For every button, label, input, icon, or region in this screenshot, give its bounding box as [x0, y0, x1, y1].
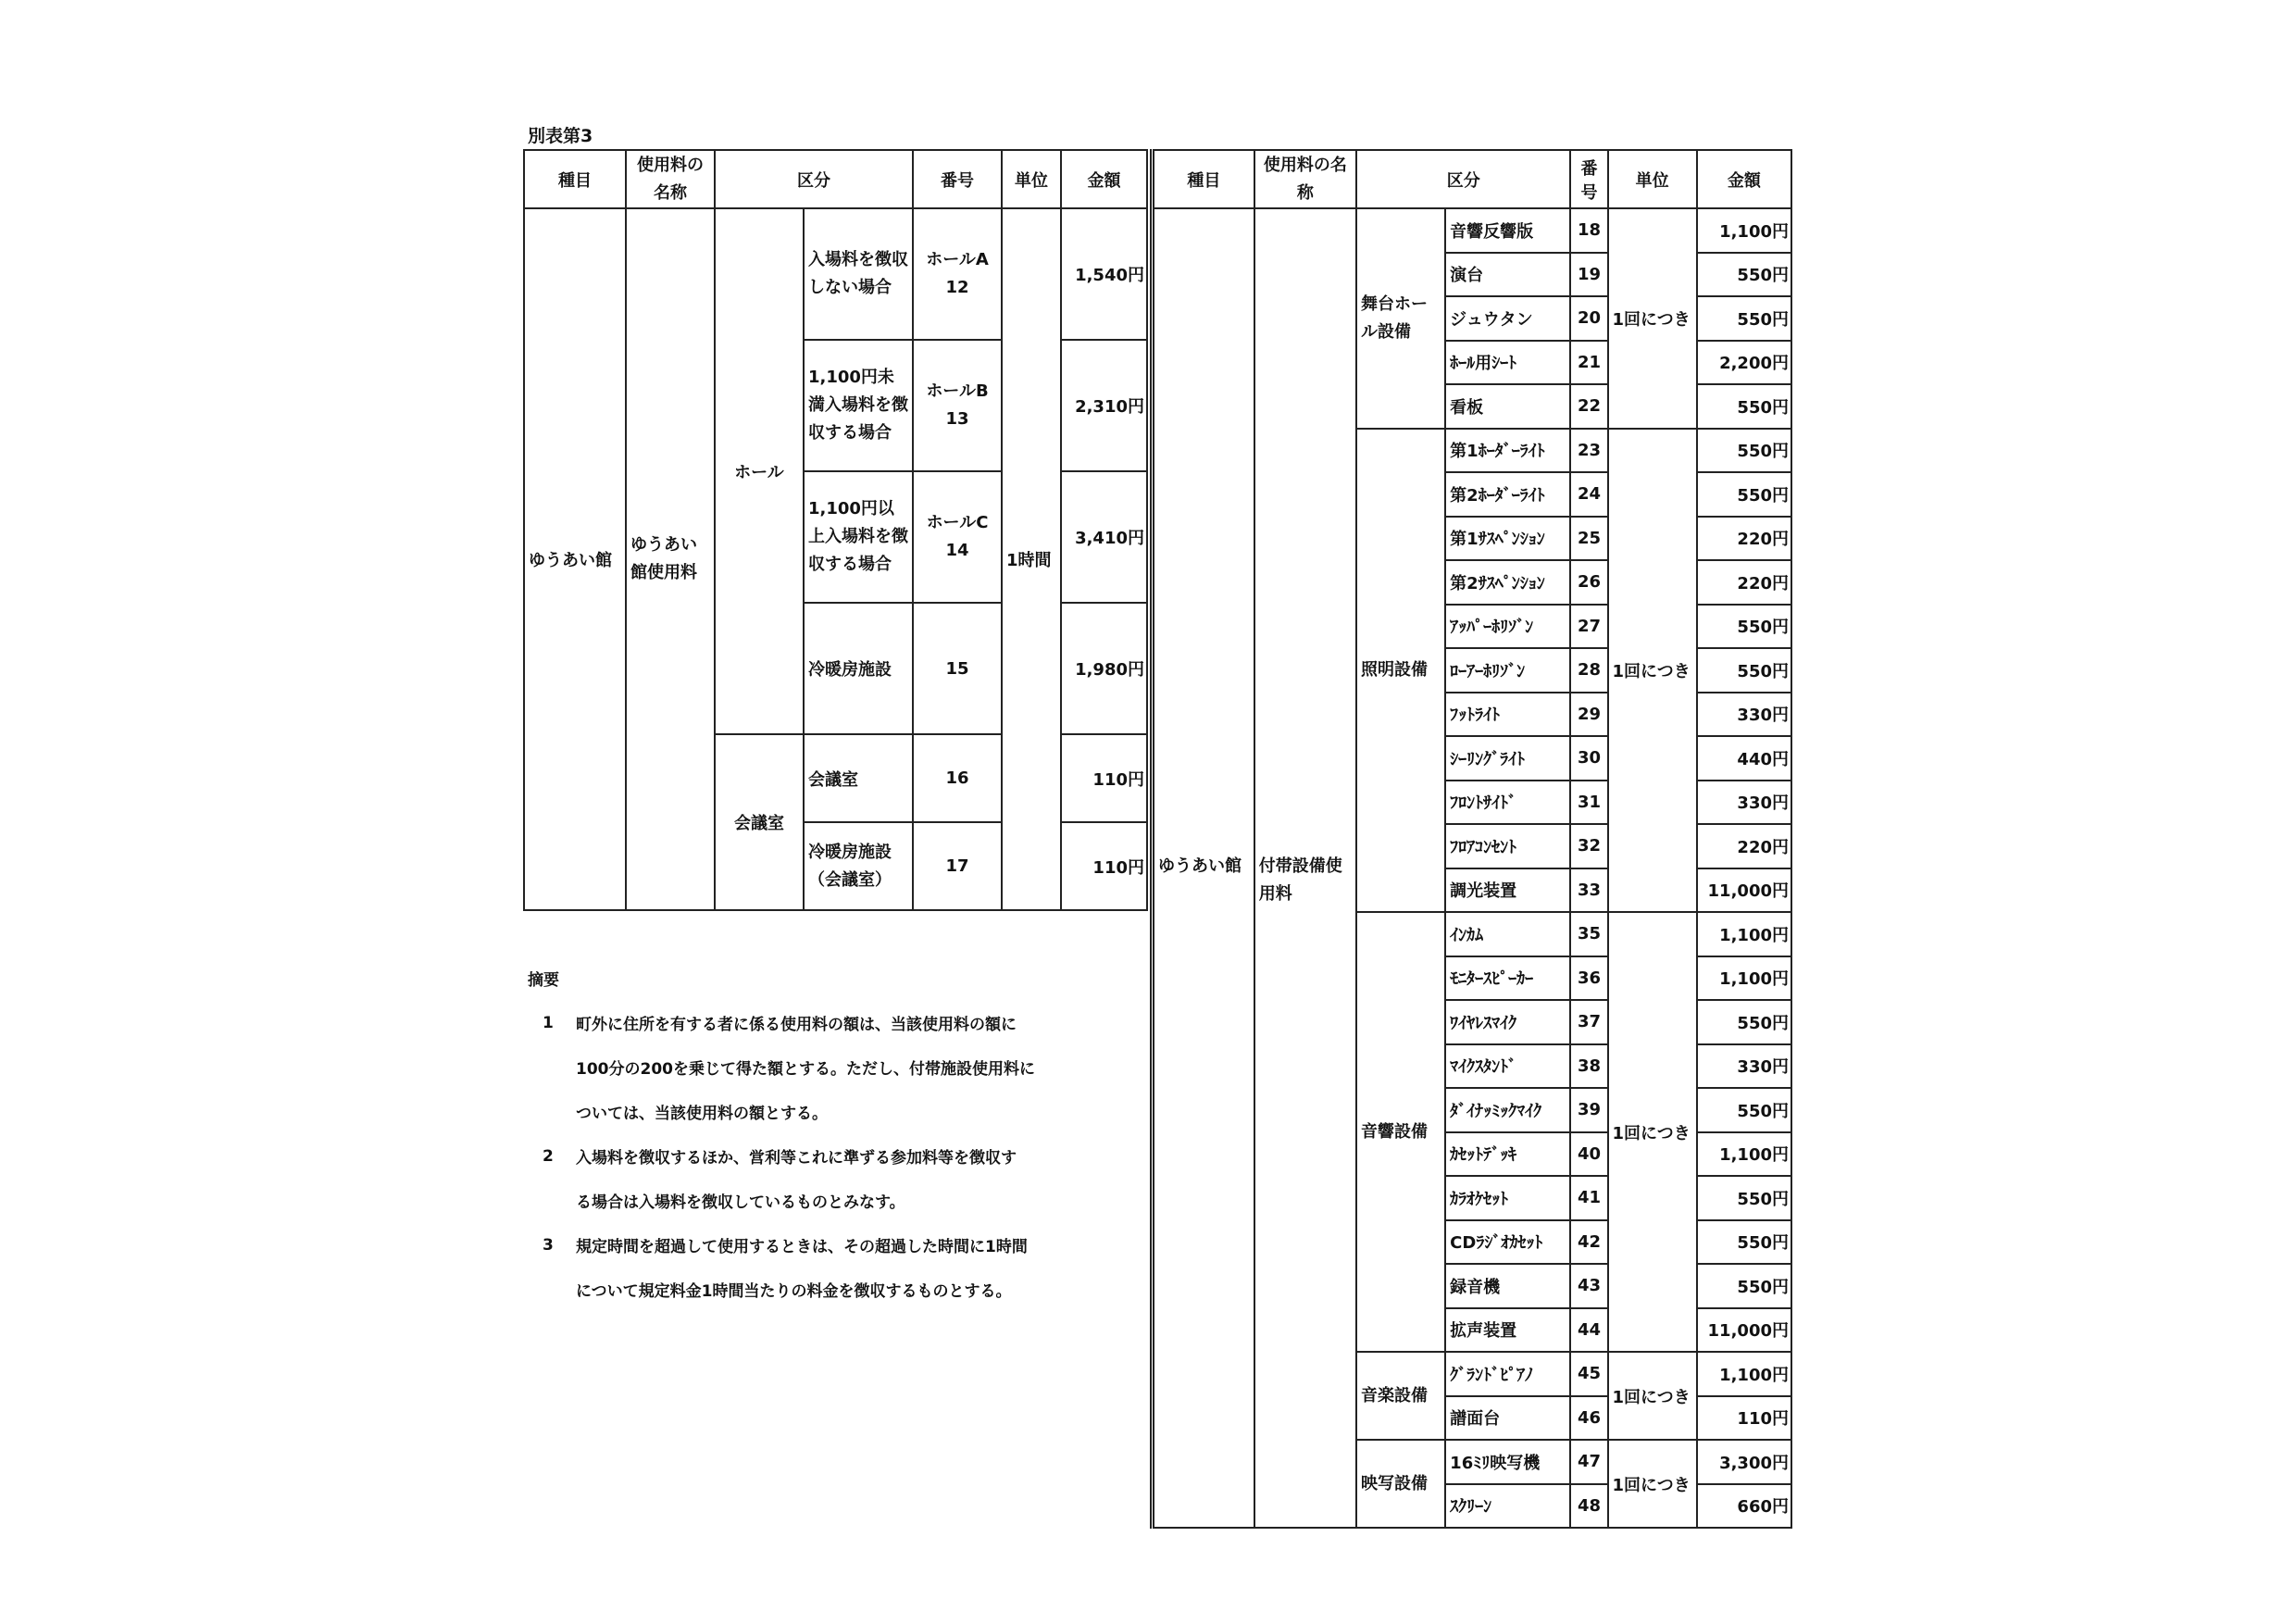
number-cell: 21 [1570, 341, 1607, 385]
number-cell: ホールA 12 [913, 208, 1002, 340]
note-item [528, 1147, 1035, 1236]
number-cell: 42 [1570, 1220, 1607, 1265]
amount-cell: 1,100円 [1697, 912, 1791, 956]
equipment-cell: ｼｰﾘﾝｸﾞﾗｲﾄ [1445, 736, 1570, 781]
amount-cell: 11,000円 [1697, 1308, 1791, 1353]
equipment-cell: 拡声装置 [1445, 1308, 1570, 1353]
amount-cell: 550円 [1697, 648, 1791, 693]
division-cell: 入場料を徴収しない場合 [804, 208, 913, 340]
number-cell: 23 [1570, 429, 1607, 473]
unit-cell: 1回につき [1608, 1440, 1697, 1528]
number-cell: 36 [1570, 956, 1607, 1001]
equipment-cell: ｽｸﾘｰﾝ [1445, 1484, 1570, 1529]
amount-cell: 660円 [1697, 1484, 1791, 1529]
equipment-cell: ﾌｯﾄﾗｲﾄ [1445, 693, 1570, 737]
number-cell: 40 [1570, 1132, 1607, 1177]
amount-cell: 550円 [1697, 429, 1791, 473]
number-cell: 37 [1570, 1000, 1607, 1044]
number-cell: 18 [1570, 208, 1607, 253]
document-title: 別表第3 [528, 126, 593, 146]
equipment-cell: ジュウタン [1445, 296, 1570, 341]
table-row [524, 208, 1147, 340]
amount-cell: 550円 [1697, 384, 1791, 429]
header-item: 種目 [1153, 150, 1254, 208]
number-cell: 41 [1570, 1176, 1607, 1220]
equipment-cell: ﾓﾆﾀｰｽﾋﾟｰｶｰ [1445, 956, 1570, 1001]
amount-cell: 550円 [1697, 1088, 1791, 1132]
division-cell: 冷暖房施設（会議室） [804, 822, 913, 910]
amount-cell: 1,100円 [1697, 1352, 1791, 1396]
equipment-cell: ﾀﾞｲﾅｯﾐｯｸﾏｲｸ [1445, 1088, 1570, 1132]
number-cell: 46 [1570, 1396, 1607, 1441]
division-cell: 冷暖房施設 [804, 603, 913, 734]
number-cell: 24 [1570, 472, 1607, 517]
note-line: 町外に住所を有する者に係る使用料の額は、当該使用料の額に [576, 1016, 1017, 1034]
equipment-cell: 音響反響版 [1445, 208, 1570, 253]
note-number: 2 [543, 1147, 554, 1166]
note-item [528, 1236, 1035, 1325]
equipment-cell: 看板 [1445, 384, 1570, 429]
table-header-row [1153, 150, 1792, 208]
left-fee-table [523, 149, 1148, 911]
equipment-cell: 第1ﾎｰﾀﾞｰﾗｲﾄ [1445, 429, 1570, 473]
equipment-cell: 録音機 [1445, 1264, 1570, 1308]
header-number: 番号 [913, 150, 1002, 208]
equipment-cell: 第1ｻｽﾍﾟﾝｼｮﾝ [1445, 517, 1570, 561]
header-fee-name: 使用料の名称 [1254, 150, 1356, 208]
amount-cell: 3,300円 [1697, 1440, 1791, 1484]
amount-cell: 1,100円 [1697, 956, 1791, 1001]
category-cell: 舞台ホール設備 [1356, 208, 1445, 429]
number-cell: 20 [1570, 296, 1607, 341]
division-cell: 1,100円未満入場料を徴収する場合 [804, 340, 913, 471]
note-line: 規定時間を超過して使用するときは、その超過した時間に1時間 [576, 1238, 1028, 1256]
unit-cell: 1時間 [1002, 208, 1061, 910]
amount-cell: 110円 [1697, 1396, 1791, 1441]
equipment-cell: 16ﾐﾘ映写機 [1445, 1440, 1570, 1484]
header-fee-name: 使用料の名称 [626, 150, 715, 208]
header-division: 区分 [1356, 150, 1570, 208]
number-cell: 16 [913, 734, 1002, 822]
note-line: について規定料金1時間当たりの料金を徴収するものとする。 [576, 1282, 1012, 1301]
header-unit: 単位 [1608, 150, 1697, 208]
amount-cell: 550円 [1697, 1176, 1791, 1220]
amount-cell: 220円 [1697, 560, 1791, 605]
header-number: 番号 [1570, 150, 1607, 208]
equipment-cell: 第2ﾎｰﾀﾞｰﾗｲﾄ [1445, 472, 1570, 517]
amount-cell: 2,310円 [1061, 340, 1147, 471]
right-fee-table [1150, 149, 1792, 1529]
table-header-row [524, 150, 1147, 208]
equipment-cell: ﾌﾛﾝﾄｻｲﾄﾞ [1445, 781, 1570, 825]
unit-cell: 1回につき [1608, 1352, 1697, 1440]
table-row [1153, 208, 1792, 253]
header-amount: 金額 [1061, 150, 1147, 208]
equipment-cell: 調光装置 [1445, 868, 1570, 913]
number-cell: 43 [1570, 1264, 1607, 1308]
category-cell: 映写設備 [1356, 1440, 1445, 1528]
number-cell: 25 [1570, 517, 1607, 561]
number-cell: 29 [1570, 693, 1607, 737]
equipment-cell: 演台 [1445, 253, 1570, 297]
amount-cell: 330円 [1697, 781, 1791, 825]
number-cell: 35 [1570, 912, 1607, 956]
number-cell: 17 [913, 822, 1002, 910]
amount-cell: 550円 [1697, 1264, 1791, 1308]
amount-cell: 550円 [1697, 605, 1791, 649]
header-item: 種目 [524, 150, 626, 208]
notes-section [528, 967, 1035, 1325]
number-cell: 48 [1570, 1484, 1607, 1529]
header-amount: 金額 [1697, 150, 1791, 208]
equipment-cell: 譜面台 [1445, 1396, 1570, 1441]
unit-cell: 1回につき [1608, 429, 1697, 913]
amount-cell: 440円 [1697, 736, 1791, 781]
category-cell: 音楽設備 [1356, 1352, 1445, 1440]
header-division: 区分 [715, 150, 913, 208]
note-number: 3 [543, 1236, 554, 1255]
division-cell: 1,100円以上入場料を徴収する場合 [804, 471, 913, 603]
amount-cell: 1,100円 [1697, 208, 1791, 253]
equipment-cell: ｸﾞﾗﾝﾄﾞﾋﾟｱﾉ [1445, 1352, 1570, 1396]
amount-cell: 3,410円 [1061, 471, 1147, 603]
number-cell: ホールB 13 [913, 340, 1002, 471]
equipment-cell: ｱｯﾊﾟｰﾎﾘｿﾞﾝ [1445, 605, 1570, 649]
amount-cell: 330円 [1697, 693, 1791, 737]
equipment-cell: ｶｾｯﾄﾃﾞｯｷ [1445, 1132, 1570, 1177]
amount-cell: 110円 [1061, 822, 1147, 910]
note-line: 100分の200を乗じて得た額とする。ただし、付帯施設使用料に [576, 1060, 1035, 1079]
amount-cell: 1,540円 [1061, 208, 1147, 340]
category-cell: 照明設備 [1356, 429, 1445, 913]
number-cell: 47 [1570, 1440, 1607, 1484]
unit-cell: 1回につき [1608, 912, 1697, 1352]
number-cell: 26 [1570, 560, 1607, 605]
number-cell: 28 [1570, 648, 1607, 693]
amount-cell: 110円 [1061, 734, 1147, 822]
number-cell: 15 [913, 603, 1002, 734]
note-line: ついては、当該使用料の額とする。 [576, 1105, 828, 1123]
amount-cell: 330円 [1697, 1044, 1791, 1089]
number-cell: 19 [1570, 253, 1607, 297]
category-cell: 会議室 [715, 734, 804, 910]
number-cell: 30 [1570, 736, 1607, 781]
header-unit: 単位 [1002, 150, 1061, 208]
amount-cell: 220円 [1697, 517, 1791, 561]
number-cell: 32 [1570, 824, 1607, 868]
equipment-cell: ｶﾗｵｹｾｯﾄ [1445, 1176, 1570, 1220]
unit-cell: 1回につき [1608, 208, 1697, 429]
note-number: 1 [543, 1014, 554, 1032]
note-line: 入場料を徴収するほか、営利等これに準ずる参加料等を徴収す [576, 1149, 1017, 1168]
item-cell: ゆうあい館 [524, 208, 626, 910]
item-cell: ゆうあい館 [1153, 208, 1254, 1528]
amount-cell: 550円 [1697, 1000, 1791, 1044]
division-cell: 会議室 [804, 734, 913, 822]
number-cell: 31 [1570, 781, 1607, 825]
equipment-cell: CDﾗｼﾞｵｶｾｯﾄ [1445, 1220, 1570, 1265]
number-cell: 39 [1570, 1088, 1607, 1132]
equipment-cell: ｲﾝｶﾑ [1445, 912, 1570, 956]
amount-cell: 220円 [1697, 824, 1791, 868]
equipment-cell: ﾏｲｸｽﾀﾝﾄﾞ [1445, 1044, 1570, 1089]
category-cell: 音響設備 [1356, 912, 1445, 1352]
equipment-cell: ﾌﾛｱｺﾝｾﾝﾄ [1445, 824, 1570, 868]
number-cell: 22 [1570, 384, 1607, 429]
number-cell: 44 [1570, 1308, 1607, 1353]
amount-cell: 550円 [1697, 1220, 1791, 1265]
fee-name-cell: ゆうあい館使用料 [626, 208, 715, 910]
amount-cell: 2,200円 [1697, 341, 1791, 385]
notes-heading: 摘要 [528, 971, 559, 990]
number-cell: ホールC 14 [913, 471, 1002, 603]
amount-cell: 1,980円 [1061, 603, 1147, 734]
amount-cell: 550円 [1697, 296, 1791, 341]
amount-cell: 11,000円 [1697, 868, 1791, 913]
category-cell: ホール [715, 208, 804, 734]
equipment-cell: ﾜｲﾔﾚｽﾏｲｸ [1445, 1000, 1570, 1044]
amount-cell: 1,100円 [1697, 1132, 1791, 1177]
amount-cell: 550円 [1697, 253, 1791, 297]
number-cell: 33 [1570, 868, 1607, 913]
equipment-cell: ﾛｰｱｰﾎﾘｿﾞﾝ [1445, 648, 1570, 693]
number-cell: 45 [1570, 1352, 1607, 1396]
equipment-cell: ﾎｰﾙ用ｼｰﾄ [1445, 341, 1570, 385]
number-cell: 38 [1570, 1044, 1607, 1089]
number-cell: 27 [1570, 605, 1607, 649]
note-line: る場合は入場料を徴収しているものとみなす。 [576, 1193, 905, 1212]
fee-name-cell: 付帯設備使用料 [1254, 208, 1356, 1528]
equipment-cell: 第2ｻｽﾍﾟﾝｼｮﾝ [1445, 560, 1570, 605]
amount-cell: 550円 [1697, 472, 1791, 517]
note-item [528, 1014, 1035, 1147]
